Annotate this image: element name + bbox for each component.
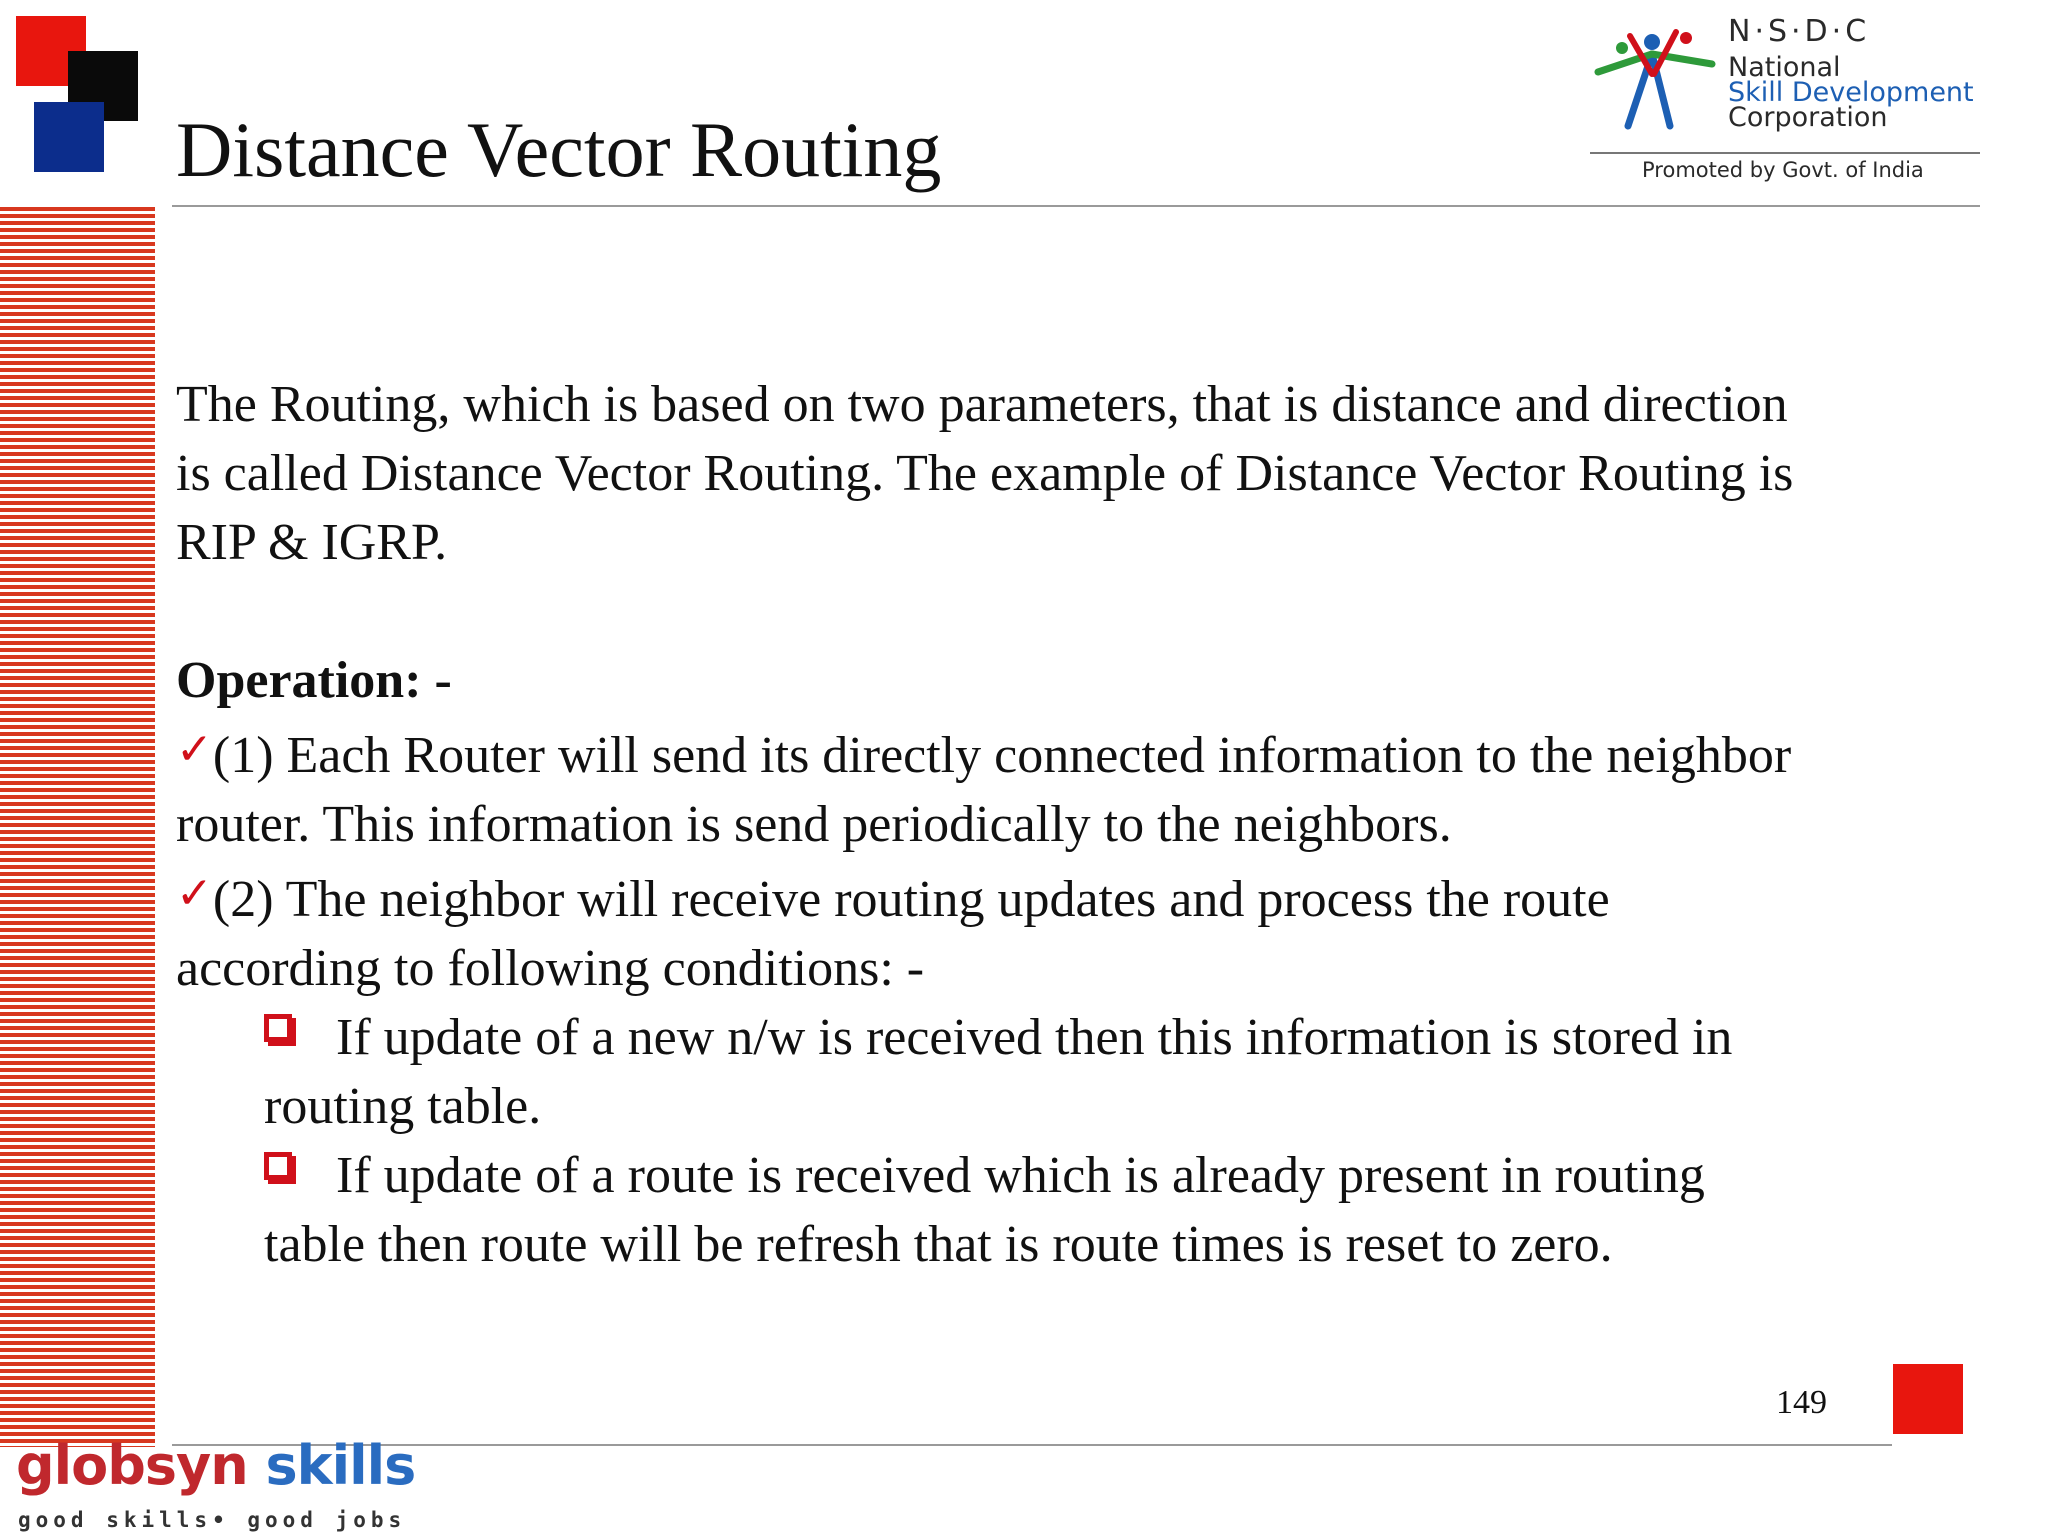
condition-1-text: If update of a new n/w is received then this information is stored in xyxy=(336,1009,1733,1066)
globsyn-logo-word1: globsyn xyxy=(16,1434,248,1497)
slide-title: Distance Vector Routing xyxy=(176,106,942,193)
check-icon: ✓ xyxy=(176,724,213,775)
spacer xyxy=(176,577,1976,646)
nsdc-name-line2: Skill Development xyxy=(1728,77,1974,108)
condition-2-cont: table then route will be refresh that is route times is reset to zero. xyxy=(264,1216,1613,1273)
checkbox-bullet-icon xyxy=(264,1152,292,1180)
nsdc-promoted-text: Promoted by Govt. of India xyxy=(1642,158,1924,182)
nsdc-name-line3: Corporation xyxy=(1728,102,1888,133)
nsdc-logo-figure-icon xyxy=(1590,14,1720,134)
globsyn-logo-word2: skills xyxy=(265,1434,416,1497)
check-icon: ✓ xyxy=(176,868,213,919)
page-corner-square xyxy=(1893,1364,1963,1434)
slide-body xyxy=(176,370,1976,1279)
condition-2 xyxy=(264,1141,1976,1210)
nsdc-abbreviation: N·S·D·C xyxy=(1728,14,1871,49)
corner-square-blue xyxy=(34,102,104,172)
condition-2-text: If update of a route is received which is already present in routing xyxy=(336,1147,1705,1204)
operation-item-1-text: (1) Each Router will send its directly connected information to the neighbor xyxy=(212,727,1792,784)
intro-line-1: The Routing, which is based on two parameters, that is distance and direction xyxy=(176,376,1788,433)
globsyn-logo xyxy=(16,1434,415,1497)
intro-line-2: is called Distance Vector Routing. The example of Distance Vector Routing is xyxy=(176,445,1794,502)
striped-side-bar xyxy=(0,207,155,1447)
nsdc-name-line1: National xyxy=(1728,52,1841,83)
operation-item-2-cont: according to following conditions: - xyxy=(176,940,925,997)
operation-item-1 xyxy=(176,715,1976,790)
footer-divider xyxy=(172,1444,1892,1446)
intro-line-3: RIP & IGRP. xyxy=(176,514,448,571)
page-number: 149 xyxy=(1776,1384,1827,1421)
operation-item-2-text: (2) The neighbor will receive routing updates and process the route xyxy=(212,871,1610,928)
condition-1 xyxy=(264,1003,1976,1072)
globsyn-tagline: good skills• good jobs xyxy=(18,1508,407,1532)
checkbox-bullet-icon xyxy=(264,1014,292,1042)
title-divider xyxy=(172,205,1980,207)
condition-1-cont: routing table. xyxy=(264,1078,542,1135)
operation-heading: Operation: - xyxy=(176,652,452,709)
nsdc-divider xyxy=(1590,152,1980,154)
operation-item-2 xyxy=(176,859,1976,934)
operation-item-1-cont: router. This information is send periodically to the neighbors. xyxy=(176,796,1452,853)
